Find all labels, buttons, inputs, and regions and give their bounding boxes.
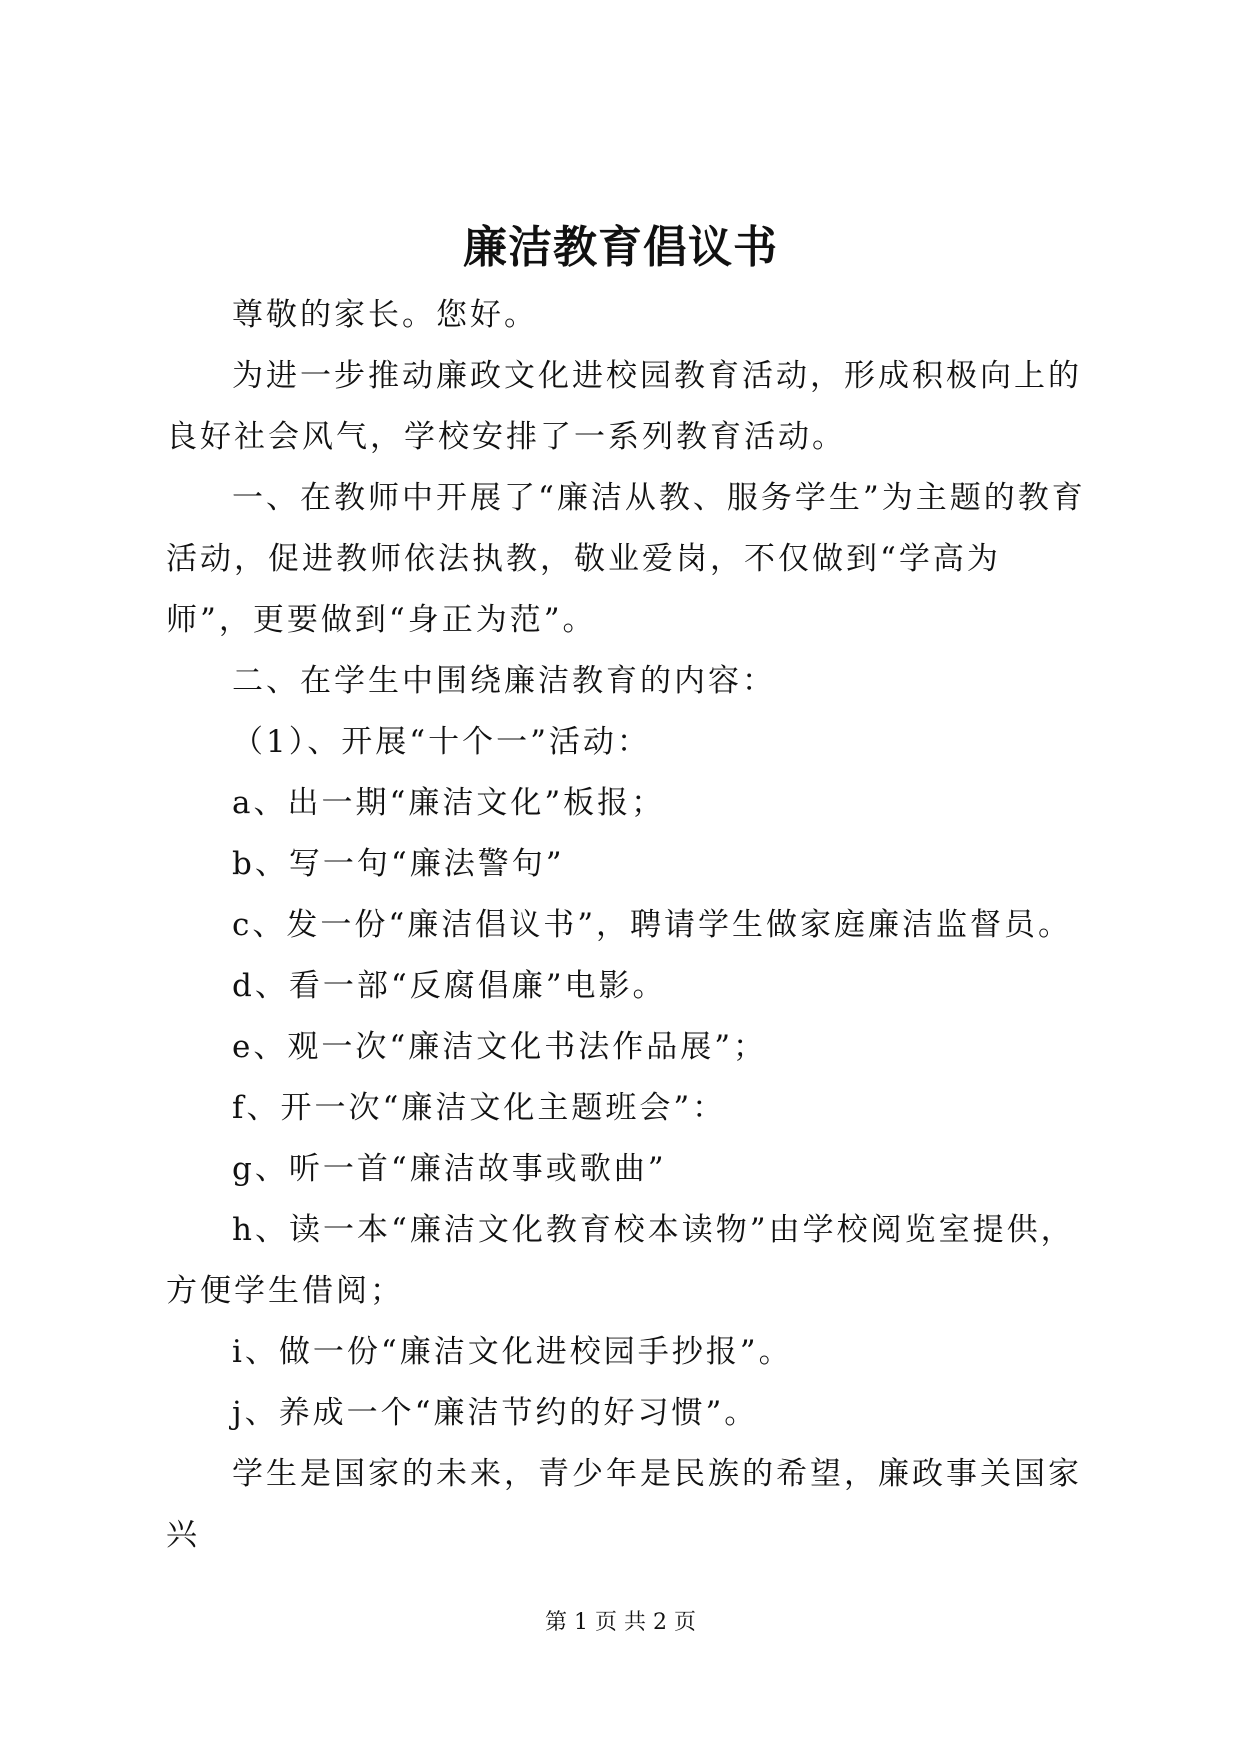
activity-item-d: d、看一部“反腐倡廉”电影。 bbox=[232, 968, 667, 1004]
salutation-paragraph: 尊敬的家长。您好。 bbox=[232, 297, 538, 333]
activity-item-e: e、观一次“廉洁文化书法作品展”； bbox=[232, 1029, 768, 1065]
document-body bbox=[166, 285, 1086, 1566]
teacher-activity-paragraph: 一、在教师中开展了“廉洁从教、服务学生”为主题的教育活动，促进教师依法执教，敬业爱岗，不仅做到“学高为师”，更要做到“身正为范”。 bbox=[166, 480, 1086, 638]
ten-activities-heading: （1）、开展“十个一”活动： bbox=[232, 724, 651, 760]
activity-item-a: a、出一期“廉洁文化”板报； bbox=[232, 785, 666, 821]
closing-paragraph: 学生是国家的未来，青少年是民族的希望，廉政事关国家兴 bbox=[166, 1456, 1082, 1553]
activity-item-j: j、养成一个“廉洁节约的好习惯”。 bbox=[232, 1395, 759, 1431]
activity-item-i: i、做一份“廉洁文化进校园手抄报”。 bbox=[232, 1334, 793, 1370]
activity-item-f: f、开一次“廉洁文化主题班会”： bbox=[232, 1090, 727, 1126]
student-content-heading: 二、在学生中围绕廉洁教育的内容： bbox=[232, 663, 776, 699]
activity-item-g: g、听一首“廉洁故事或歌曲” bbox=[232, 1151, 667, 1187]
intro-paragraph: 为进一步推动廉政文化进校园教育活动，形成积极向上的良好社会风气，学校安排了一系列教育活动。 bbox=[166, 358, 1082, 455]
page-number-footer: 第 1 页 共 2 页 bbox=[545, 1610, 696, 1635]
activity-item-h: h、读一本“廉洁文化教育校本读物”由学校阅览室提供，方便学生借阅； bbox=[166, 1212, 1075, 1309]
activity-item-b: b、写一句“廉法警句” bbox=[232, 846, 565, 882]
activity-item-c: c、发一份“廉洁倡议书”，聘请学生做家庭廉洁监督员。 bbox=[232, 907, 1073, 943]
document-title: 廉洁教育倡议书 bbox=[463, 222, 778, 273]
